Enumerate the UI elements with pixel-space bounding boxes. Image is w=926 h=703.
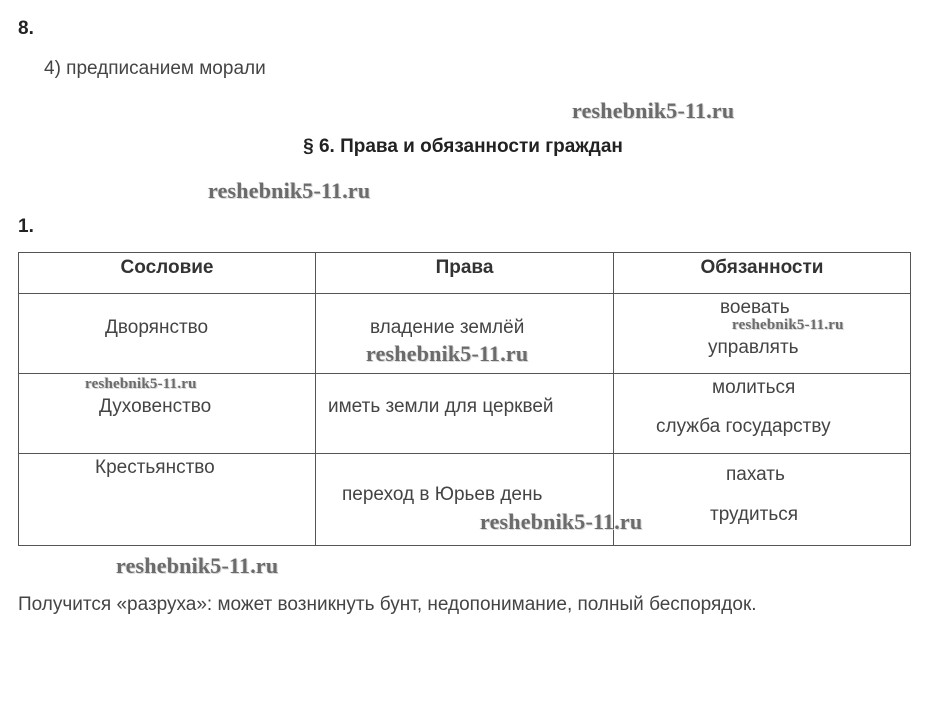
estate-label: Крестьянство: [95, 457, 215, 478]
estates-table: [18, 252, 911, 546]
rights-text: владение землёй: [370, 317, 525, 338]
exercise-8-answer: 4) предписанием морали: [44, 58, 266, 79]
cell-duties: [614, 454, 911, 546]
cell-duties: [614, 294, 911, 374]
rights-text: иметь земли для церквей: [328, 396, 554, 417]
conclusion-paragraph: Получится «разруха»: может возникнуть бунт, недопонимание, полный беспорядок.: [18, 594, 757, 615]
estate-label: Дворянство: [105, 317, 209, 338]
table-row: [19, 454, 911, 546]
table-header-row: [19, 253, 911, 294]
watermark: reshebnik5-11.ru: [85, 376, 197, 392]
cell-rights: [316, 374, 614, 454]
watermark: reshebnik5-11.ru: [208, 178, 371, 203]
duty-item: управлять: [708, 337, 799, 358]
cell-rights: [316, 294, 614, 374]
duty-item: трудиться: [710, 504, 799, 525]
duty-item: воевать: [720, 297, 790, 318]
estate-label: Духовенство: [99, 396, 212, 417]
duty-item: молиться: [712, 377, 796, 398]
watermark: reshebnik5-11.ru: [116, 553, 279, 578]
exercise-number-1: 1.: [18, 216, 34, 237]
cell-estate: [19, 454, 316, 546]
table-row: [19, 374, 911, 454]
column-header-estate: Сословие: [19, 253, 316, 294]
section-title: § 6. Права и обязанности граждан: [303, 136, 623, 157]
rights-text: переход в Юрьев день: [342, 484, 543, 505]
watermark: reshebnik5-11.ru: [366, 341, 529, 366]
column-header-duties: Обязанности: [614, 253, 911, 294]
column-header-rights: Права: [316, 253, 614, 294]
cell-estate: [19, 294, 316, 374]
watermark: reshebnik5-11.ru: [732, 317, 844, 333]
cell-duties: [614, 374, 911, 454]
watermark: reshebnik5-11.ru: [480, 509, 643, 534]
exercise-number-8: 8.: [18, 18, 34, 39]
cell-estate: [19, 374, 316, 454]
watermark: reshebnik5-11.ru: [572, 98, 735, 123]
duty-item: служба государству: [656, 416, 831, 437]
duty-item: пахать: [726, 464, 785, 485]
table-row: [19, 294, 911, 374]
